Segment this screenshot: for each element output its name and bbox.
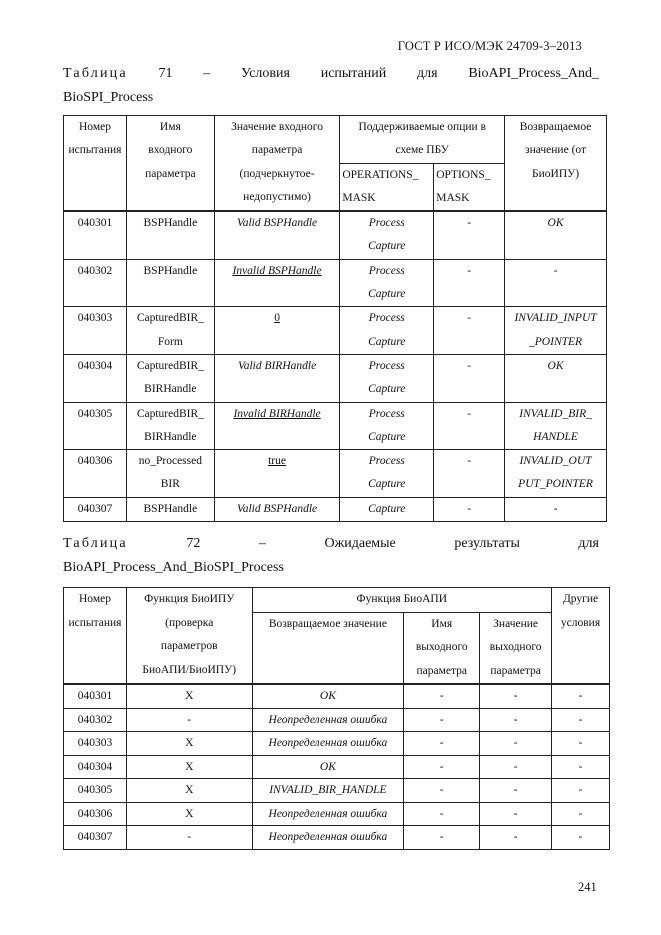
- cell-text: (проверка: [165, 616, 214, 629]
- cell-param-name: [126, 497, 214, 521]
- cell-text: BIRHandle: [144, 430, 197, 443]
- cell-text: Номер: [78, 593, 111, 605]
- cell-text: испытания: [68, 616, 122, 629]
- cell-param-value: [214, 402, 340, 450]
- table-row: [64, 708, 610, 732]
- cell-text: входного: [148, 144, 193, 157]
- cell-return: [505, 497, 607, 521]
- cell-text: Valid BIRHandle: [237, 359, 317, 372]
- cell-other: [552, 802, 610, 826]
- cell-test-number: [64, 779, 127, 803]
- page-number: 241: [578, 880, 597, 894]
- cell-options: [434, 497, 505, 521]
- cell-text: -: [439, 713, 444, 726]
- cell-text: OK: [319, 760, 336, 773]
- table-row: [64, 402, 607, 450]
- cell-text: Process: [368, 407, 405, 420]
- cell-text: 040303: [77, 737, 113, 749]
- cell-output-name: [404, 779, 480, 803]
- cell-text: -: [467, 502, 472, 515]
- cell-text: 040305: [77, 784, 113, 796]
- cell-test-number: [64, 450, 127, 498]
- cell-text: -: [439, 807, 444, 820]
- cell-text: BSPHandle: [143, 217, 198, 230]
- cell-text: Process: [368, 455, 405, 468]
- cell-text: 040304: [77, 359, 113, 372]
- cell-text: Form: [157, 335, 183, 348]
- table-row: [64, 450, 607, 498]
- cell-operations: [340, 497, 434, 521]
- cell-text: -: [467, 407, 472, 420]
- cell-text: 040305: [77, 407, 113, 420]
- cell-text: БиоАПИ/БиоИПУ): [142, 663, 237, 676]
- cell-text: Неопределенная ошибка: [268, 737, 388, 749]
- cell-text: -: [578, 690, 583, 702]
- cell-output-value: [480, 802, 552, 826]
- cell-text: параметров: [160, 640, 218, 652]
- cell-text: -: [467, 217, 472, 230]
- caption-word-2: результаты: [454, 536, 520, 551]
- cell-test-number: [64, 708, 127, 732]
- cell-text: Функция БиоИПУ: [144, 593, 235, 605]
- header-row: [64, 588, 610, 613]
- cell-text: 040306: [77, 455, 113, 468]
- cell-param-name: [126, 307, 214, 355]
- cell-output-name: [404, 684, 480, 708]
- table-row: [64, 826, 610, 850]
- caption-word-3: для: [578, 536, 599, 551]
- cell-output-name: [404, 755, 480, 779]
- cell-other: [552, 755, 610, 779]
- cell-text: 040302: [77, 264, 113, 277]
- caption-word-2: испытаний: [320, 66, 387, 81]
- cell-operations: [340, 354, 434, 402]
- cell-text: Capture: [368, 502, 406, 515]
- cell-return: [252, 826, 404, 850]
- cell-text: -: [513, 784, 518, 796]
- cell-text: BIRHandle: [144, 383, 197, 396]
- cell-text: Возвращаемое значение: [268, 617, 387, 630]
- cell-text: Номер: [78, 121, 111, 133]
- cell-text: -: [467, 359, 472, 372]
- cell-text: 040302: [77, 713, 113, 726]
- cell-test-number: [64, 211, 127, 259]
- cell-return: [505, 450, 607, 498]
- cell-text: MASK: [436, 191, 470, 204]
- cell-text: 040306: [77, 807, 113, 820]
- caption-word-1: Ожидаемые: [324, 536, 396, 551]
- cell-output-name: [404, 708, 480, 732]
- table-row: [64, 307, 607, 355]
- header-operations-mask: [340, 163, 434, 211]
- cell-text: Функция БиоАПИ: [356, 593, 448, 605]
- header-param-name: [126, 116, 214, 212]
- cell-bsp-check: [126, 779, 252, 803]
- cell-text: Capture: [368, 335, 406, 348]
- cell-test-number: [64, 259, 127, 307]
- cell-text: БиоИПУ): [532, 167, 580, 180]
- cell-text: Значение входного: [231, 121, 323, 133]
- cell-output-value: [480, 684, 552, 708]
- table-row: [64, 779, 610, 803]
- cell-text: выходного: [489, 641, 542, 653]
- cell-test-number: [64, 732, 127, 756]
- caption-line-2: BioAPI_Process_And_BioSPI_Process: [63, 560, 284, 575]
- cell-text: Неопределенная ошибка: [268, 807, 388, 820]
- cell-test-number: [64, 497, 127, 521]
- cell-return: [252, 732, 404, 756]
- cell-text: Другие: [562, 593, 599, 605]
- cell-output-value: [480, 755, 552, 779]
- cell-operations: [340, 307, 434, 355]
- header-bsp-function: [126, 588, 252, 685]
- cell-param-value: [214, 450, 340, 498]
- cell-text: OPERATIONS_: [342, 168, 419, 181]
- cell-return: [252, 802, 404, 826]
- cell-return: [252, 779, 404, 803]
- cell-bsp-check: [126, 684, 252, 708]
- cell-text: no_Processed: [138, 455, 202, 468]
- cell-text: испытания: [68, 144, 122, 157]
- cell-text: выходного: [415, 641, 468, 653]
- cell-text: Capture: [368, 430, 406, 443]
- header-test-number: [64, 588, 127, 685]
- cell-text: 040307: [77, 831, 113, 843]
- cell-test-number: [64, 307, 127, 355]
- cell-text: -: [187, 713, 192, 726]
- cell-text: -: [578, 807, 583, 820]
- cell-text: 0: [274, 312, 280, 325]
- table-row: [64, 211, 607, 259]
- cell-text: -: [467, 264, 472, 277]
- cell-text: 040301: [77, 690, 113, 702]
- cell-text: Capture: [368, 288, 406, 301]
- cell-return: [252, 708, 404, 732]
- cell-text: INVALID_BIR_: [519, 407, 592, 420]
- table-row: [64, 259, 607, 307]
- cell-text: true: [268, 455, 286, 468]
- cell-text: параметра: [490, 664, 541, 677]
- table-row: [64, 354, 607, 402]
- cell-text: OPTIONS_: [436, 168, 491, 181]
- table-71-caption: [63, 62, 599, 110]
- cell-text: CapturedBIR_: [136, 407, 204, 420]
- caption-word: Таблица: [63, 66, 128, 81]
- cell-text: Возвращаемое: [519, 121, 592, 133]
- cell-text: Process: [368, 359, 405, 372]
- cell-text: -: [439, 690, 444, 702]
- cell-text: Неопределенная ошибка: [268, 831, 388, 843]
- document-header: ГОСТ Р ИСО/МЭК 24709-3–2013: [397, 39, 582, 53]
- caption-word: Таблица: [63, 536, 128, 551]
- cell-text: -: [578, 737, 583, 749]
- caption-number: 72: [186, 536, 201, 551]
- cell-test-number: [64, 354, 127, 402]
- header-other-conditions: [552, 588, 610, 685]
- cell-text: BSPHandle: [143, 264, 198, 277]
- cell-text: HANDLE: [533, 430, 578, 443]
- cell-text: Capture: [368, 478, 406, 491]
- table-row: [64, 684, 610, 708]
- cell-bsp-check: [126, 732, 252, 756]
- cell-text: -: [553, 264, 558, 277]
- caption-dash: –: [258, 536, 266, 551]
- cell-text: 040307: [77, 502, 113, 515]
- cell-text: OK: [547, 359, 564, 372]
- cell-output-name: [404, 802, 480, 826]
- table-71: [63, 115, 607, 522]
- cell-text: INVALID_BIR_HANDLE: [269, 784, 387, 796]
- cell-text: PUT_POINTER: [518, 478, 593, 491]
- cell-options: [434, 307, 505, 355]
- table-72: [63, 587, 610, 850]
- cell-other: [552, 732, 610, 756]
- cell-return: [252, 684, 404, 708]
- caption-dash: –: [203, 66, 211, 81]
- cell-operations: [340, 402, 434, 450]
- cell-output-value: [480, 732, 552, 756]
- cell-output-value: [480, 826, 552, 850]
- table-row: [64, 497, 607, 521]
- cell-text: -: [513, 713, 518, 726]
- cell-param-name: [126, 259, 214, 307]
- cell-test-number: [64, 826, 127, 850]
- cell-operations: [340, 450, 434, 498]
- cell-other: [552, 779, 610, 803]
- cell-text: -: [467, 312, 472, 325]
- cell-bsp-check: [126, 708, 252, 732]
- cell-text: -: [578, 713, 583, 726]
- cell-text: -: [439, 831, 444, 843]
- cell-text: 040301: [77, 217, 113, 230]
- cell-text: CapturedBIR_: [136, 312, 204, 325]
- cell-text: Имя: [159, 121, 181, 133]
- caption-word-1: Условия: [240, 66, 290, 81]
- table-row: [64, 732, 610, 756]
- cell-text: условия: [560, 616, 601, 629]
- caption-word-3: для: [417, 66, 438, 81]
- cell-text: -: [187, 831, 192, 843]
- cell-return: [505, 354, 607, 402]
- cell-text: значение (от: [525, 144, 587, 157]
- header-output-value: [480, 612, 552, 684]
- cell-param-value: [214, 211, 340, 259]
- header-test-number: [64, 116, 127, 212]
- cell-output-name: [404, 826, 480, 850]
- cell-text: 040303: [77, 312, 113, 325]
- cell-text: 040304: [77, 760, 113, 773]
- caption-word-4: BioAPI_Process_And_: [468, 66, 599, 81]
- cell-text: _POINTER: [529, 335, 583, 348]
- cell-text: параметра: [251, 144, 303, 157]
- cell-text: X: [185, 760, 194, 773]
- cell-other: [552, 826, 610, 850]
- cell-output-name: [404, 732, 480, 756]
- header-options-mask: [434, 163, 505, 211]
- cell-text: -: [513, 807, 518, 820]
- cell-text: Invalid BIRHandle: [233, 407, 321, 420]
- header-api-function: [252, 588, 552, 613]
- cell-text: Capture: [368, 240, 406, 253]
- cell-text: MASK: [342, 191, 376, 204]
- caption-number: 71: [158, 66, 173, 81]
- header-return-value: [252, 612, 404, 684]
- cell-options: [434, 450, 505, 498]
- header-row: [64, 116, 607, 164]
- cell-text: -: [513, 690, 518, 702]
- cell-text: OK: [547, 217, 564, 230]
- cell-text: Capture: [368, 383, 406, 396]
- cell-param-name: [126, 402, 214, 450]
- cell-param-name: [126, 211, 214, 259]
- cell-text: -: [578, 831, 583, 843]
- cell-text: Valid BSPHandle: [236, 502, 318, 515]
- cell-text: параметра: [145, 167, 196, 180]
- cell-test-number: [64, 684, 127, 708]
- cell-text: -: [467, 455, 472, 468]
- cell-text: -: [513, 831, 518, 843]
- header-supported-options: [340, 116, 505, 164]
- cell-param-value: [214, 354, 340, 402]
- cell-text: -: [439, 737, 444, 749]
- cell-text: Имя: [431, 617, 453, 630]
- header-param-value: [214, 116, 340, 212]
- header-return-value: [505, 116, 607, 212]
- cell-text: -: [513, 737, 518, 749]
- cell-other: [552, 708, 610, 732]
- cell-text: Process: [368, 312, 405, 325]
- cell-return: [505, 211, 607, 259]
- cell-options: [434, 354, 505, 402]
- cell-text: INVALID_INPUT: [514, 312, 597, 325]
- cell-test-number: [64, 755, 127, 779]
- cell-return: [252, 755, 404, 779]
- cell-return: [505, 307, 607, 355]
- cell-text: INVALID_OUT: [519, 455, 592, 468]
- table-row: [64, 755, 610, 779]
- cell-param-value: [214, 497, 340, 521]
- cell-text: Invalid BSPHandle: [232, 264, 322, 277]
- cell-text: Valid BSPHandle: [236, 217, 318, 230]
- cell-text: (подчеркнутое-: [239, 167, 315, 180]
- cell-operations: [340, 211, 434, 259]
- caption-line-2: BioSPI_Process: [63, 90, 154, 105]
- cell-text: -: [578, 760, 583, 773]
- cell-text: -: [439, 784, 444, 796]
- cell-bsp-check: [126, 826, 252, 850]
- cell-text: -: [578, 784, 583, 796]
- cell-test-number: [64, 402, 127, 450]
- table-72-caption: [63, 532, 599, 580]
- cell-output-value: [480, 779, 552, 803]
- header-output-name: [404, 612, 480, 684]
- cell-operations: [340, 259, 434, 307]
- cell-param-value: [214, 307, 340, 355]
- cell-param-name: [126, 450, 214, 498]
- cell-text: Process: [368, 264, 405, 277]
- cell-return: [505, 402, 607, 450]
- cell-text: X: [185, 784, 194, 796]
- cell-output-value: [480, 708, 552, 732]
- cell-text: Process: [368, 217, 405, 230]
- cell-text: Неопределенная ошибка: [268, 713, 388, 726]
- cell-other: [552, 684, 610, 708]
- cell-text: X: [185, 690, 194, 702]
- cell-options: [434, 259, 505, 307]
- cell-text: OK: [319, 690, 336, 702]
- cell-options: [434, 402, 505, 450]
- cell-text: схеме ПБУ: [395, 144, 449, 157]
- cell-text: недопустимо): [243, 190, 311, 203]
- cell-text: параметра: [416, 664, 467, 677]
- cell-test-number: [64, 802, 127, 826]
- cell-text: X: [185, 737, 194, 749]
- table-row: [64, 802, 610, 826]
- cell-text: -: [553, 502, 558, 515]
- cell-text: CapturedBIR_: [136, 359, 204, 372]
- cell-options: [434, 211, 505, 259]
- cell-param-name: [126, 354, 214, 402]
- cell-param-value: [214, 259, 340, 307]
- cell-text: BIR: [160, 478, 180, 491]
- cell-bsp-check: [126, 802, 252, 826]
- cell-text: BSPHandle: [143, 502, 198, 515]
- cell-text: Поддерживаемые опции в: [358, 121, 486, 133]
- cell-text: X: [185, 807, 194, 820]
- cell-bsp-check: [126, 755, 252, 779]
- cell-text: Значение: [493, 617, 539, 630]
- cell-text: -: [513, 760, 518, 773]
- cell-return: [505, 259, 607, 307]
- cell-text: -: [439, 760, 444, 773]
